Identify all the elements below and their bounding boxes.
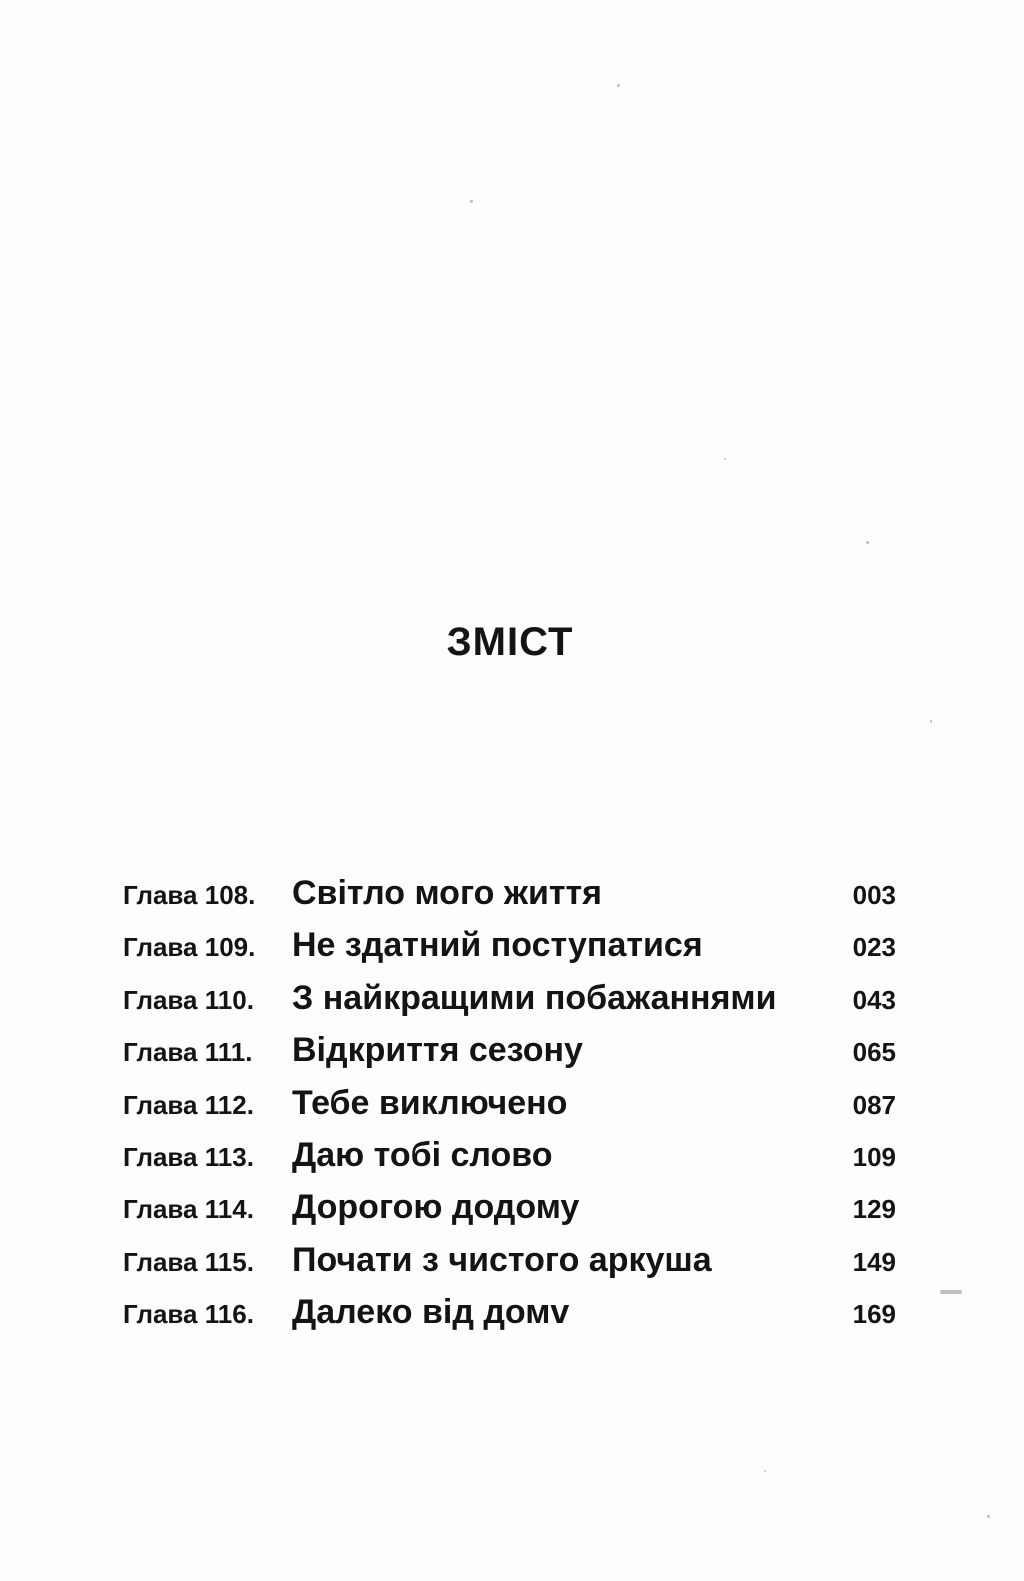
chapter-title: Не здатний поступатися (292, 926, 703, 965)
chapter-title: Даю тобі слово (292, 1135, 553, 1174)
toc-entry (0, 1132, 1024, 1184)
chapter-title: Почати з чистого аркуша (292, 1240, 712, 1279)
paper-speck (617, 84, 620, 87)
paper-speck (866, 541, 869, 544)
chapter-title: Відкриття сезону (292, 1031, 583, 1070)
toc-entry (0, 1289, 1024, 1341)
chapter-title: Світло мого життя (292, 874, 603, 912)
chapter-label: Глава 115. (123, 1246, 254, 1277)
paper-speck (987, 1515, 990, 1518)
chapter-title: Далеко від домv (292, 1293, 570, 1332)
chapter-label: Глава 111. (123, 1037, 253, 1068)
toc-entry (0, 975, 1024, 1027)
paper-speck (930, 720, 932, 723)
page-number: 003 (852, 880, 896, 910)
chapter-label: Глава 109. (123, 932, 256, 963)
page-number: 043 (852, 984, 896, 1015)
chapter-label: Глава 108. (123, 880, 256, 910)
paper-speck (724, 458, 726, 460)
page-number: 169 (852, 1299, 896, 1330)
chapter-label: Глава 110. (123, 984, 254, 1015)
page-number: 023 (852, 932, 896, 963)
paper-speck (470, 200, 473, 203)
toc-entry (0, 1184, 1024, 1236)
chapter-label: Глава 113. (123, 1141, 254, 1172)
chapter-label: Глава 112. (123, 1089, 254, 1120)
paper-speck (764, 1470, 766, 1472)
page-title: ЗМІСТ (446, 620, 574, 664)
page-number: 087 (852, 1089, 896, 1120)
page-number: 129 (852, 1194, 896, 1225)
toc-entry (0, 1080, 1024, 1132)
toc-entry (0, 922, 1024, 974)
table-of-contents (0, 870, 1024, 1342)
page-number: 149 (852, 1246, 896, 1277)
toc-entry (0, 1237, 1024, 1289)
chapter-title: Тебе виключено (292, 1083, 568, 1122)
chapter-title: З найкращими побажаннями (292, 978, 777, 1017)
page-number: 109 (852, 1141, 896, 1172)
chapter-label: Глава 116. (123, 1299, 254, 1330)
toc-entry (0, 1027, 1024, 1079)
chapter-title: Дорогою додому (292, 1188, 580, 1227)
page-number: 065 (852, 1037, 896, 1068)
toc-entry (0, 870, 1024, 922)
chapter-label: Глава 114. (123, 1194, 254, 1225)
